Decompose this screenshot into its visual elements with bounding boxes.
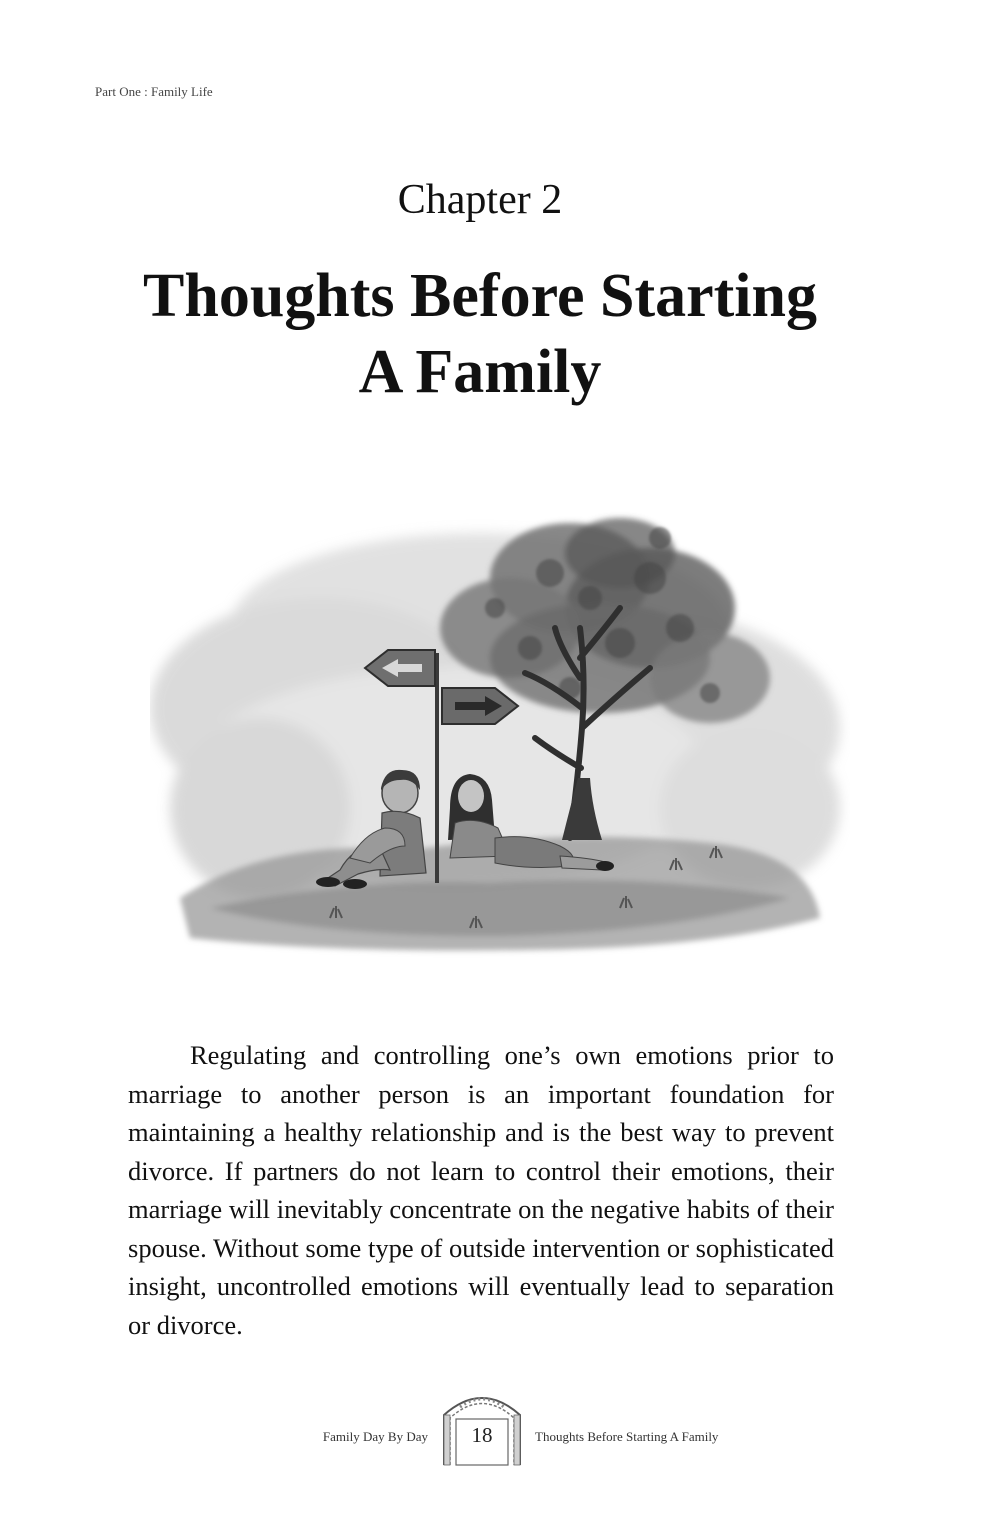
footer-book-title: Family Day By Day (322, 1429, 428, 1444)
page-footer (0, 1385, 1000, 1475)
body-paragraph: Regulating and controlling one’s own emotions prior to marriage to another person is an important foundation for maintaining a healthy relationship and is the best way to prevent divorce. If partners do not learn to control their emotions, their marriage will inevitably concentrate on the negative habits of their spouse. Without some type of outside intervention or sophisticated insight, uncontrolled emotions will eventually lead to separation or divorce. (128, 1040, 834, 1340)
chapter-title-line-2: A Family (358, 338, 602, 406)
chapter-title-line-1: Thoughts Before Starting (142, 262, 817, 330)
page-number: 18 (471, 1423, 493, 1447)
chapter-title (0, 258, 960, 410)
footer-chapter-title: Thoughts Before Starting A Family (535, 1429, 719, 1444)
chapter-number: Chapter 2 (397, 177, 563, 223)
running-head: Part One : Family Life (95, 84, 213, 99)
watercolor-illustration (150, 478, 850, 978)
